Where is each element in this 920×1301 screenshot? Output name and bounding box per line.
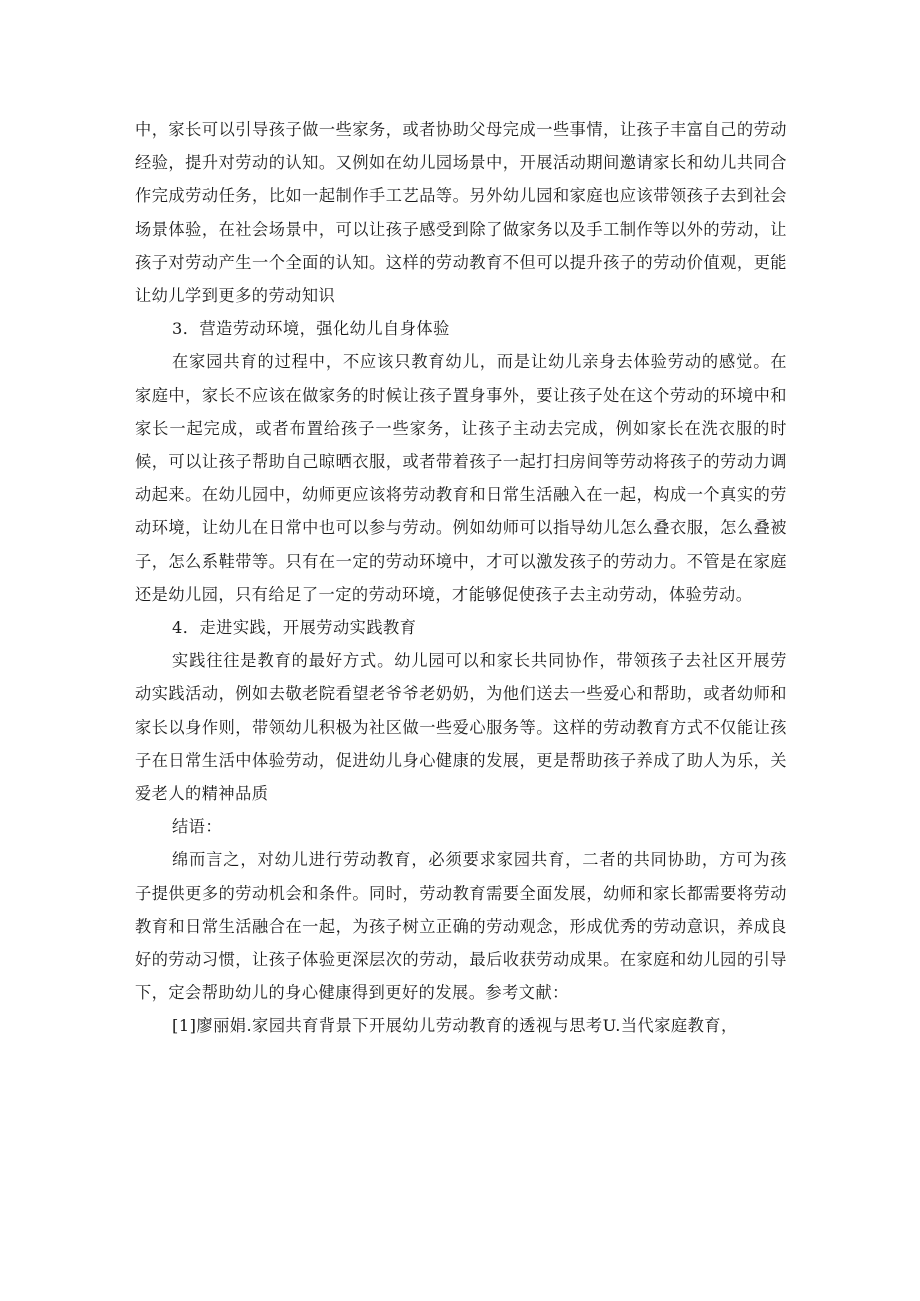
section-heading-4: 4．走进实践，开展劳动实践教育 <box>172 618 417 638</box>
conclusion-heading: 结语： <box>172 817 223 837</box>
section-heading-3: 3．营造劳动环境，强化幼儿自身体验 <box>172 319 450 339</box>
body-paragraph-conclusion: 绵而言之，对幼儿进行劳动教育，必须要求家园共育，二者的共同协助，方可为孩子提供更多的劳动机会和条件。同时，劳动教育需要全面发展，幼师和家长都需要将劳动教育和日常生活融合在一起，为孩子树立正确的劳动观念，形成优秀的劳动意识，养成良好的劳动习惯，让孩子体验更深层次的劳动，最后收获劳动成果。在家庭和幼儿园的引导下，定会帮助幼儿的身心健康得到更好的发展。参考文献： <box>135 850 787 1003</box>
body-paragraph-environment: 在家园共育的过程中，不应该只教育幼儿，而是让幼儿亲身去体验劳动的感觉。在家庭中，家长不应该在做家务的时候让孩子置身事外，要让孩子处在这个劳动的环境中和家长一起完成，或者布置给孩子一些家务，让孩子主动去完成，例如家长在洗衣服的时候，可以让孩子帮助自己晾晒衣服，或者带着孩子一起打扫房间等劳动将孩子的劳动力调动起来。在幼儿园中，幼师更应该将劳动教育和日常生活融入在一起，构成一个真实的劳动环境，让幼儿在日常中也可以参与劳动。例如幼师可以指导幼儿怎么叠衣服，怎么叠被子，怎么系鞋带等。只有在一定的劳动环境中，才可以激发孩子的劳动力。不管是在家庭还是幼儿园，只有给足了一定的劳动环境，才能够促使孩子去主动劳动，体验劳动。 <box>135 352 787 604</box>
body-paragraph-practice: 实践往往是教育的最好方式。幼儿园可以和家长共同协作，带领孩子去社区开展劳动实践活动，例如去敬老院看望老爷爷老奶奶，为他们送去一些爱心和帮助，或者幼师和家长以身作则，带领幼儿积极为社区做一些爱心服务等。这样的劳动教育方式不仅能让孩子在日常生活中体验劳动，促进幼儿身心健康的发展，更是帮助孩子养成了助人为乐，关爱老人的精神品质 <box>135 651 787 804</box>
reference-item-1: [1]廖丽娟.家园共育背景下开展幼儿劳动教育的透视与思考U.当代家庭教育， <box>172 1016 738 1036</box>
body-paragraph-continuation: 中，家长可以引导孩子做一些家务，或者协助父母完成一些事情，让孩子丰富自己的劳动经验，提升对劳动的认知。又例如在幼儿园场景中，开展活动期间邀请家长和幼儿共同合作完成劳动任务，比如一起制作手工艺品等。另外幼儿园和家庭也应该带领孩子去到社会场景体验，在社会场景中，可以让孩子感受到除了做家务以及手工制作等以外的劳动，让孩子对劳动产生一个全面的认知。这样的劳动教育不但可以提升孩子的劳动价值观，更能让幼儿学到更多的劳动知识 <box>135 120 787 306</box>
document-page <box>135 113 787 1043</box>
